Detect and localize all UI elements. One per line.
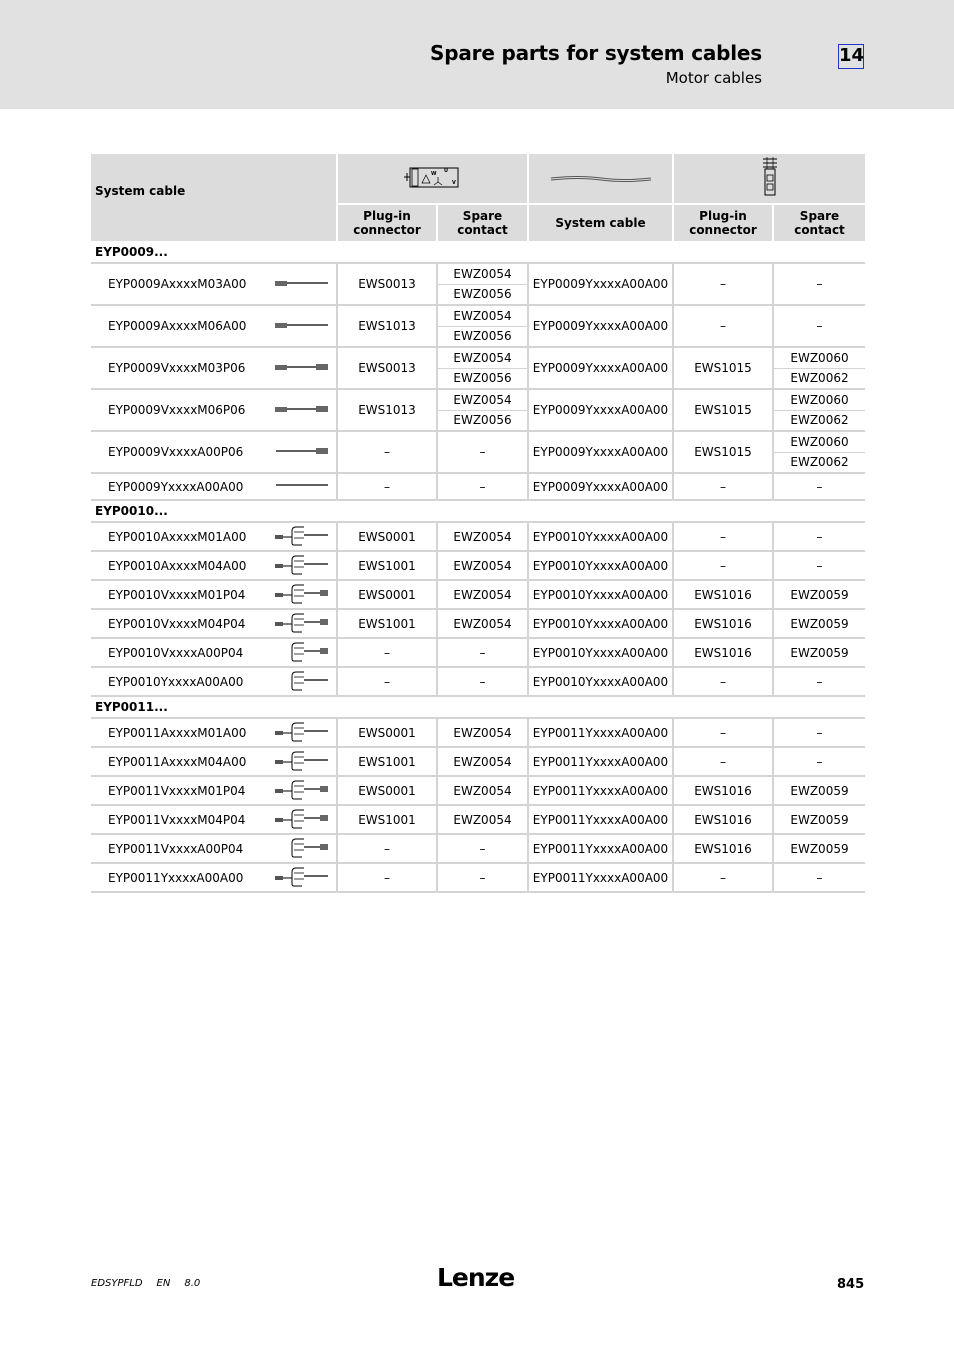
- spare-contact-2: EWZ0060: [773, 347, 865, 368]
- spare-contact: EWZ0054: [437, 522, 528, 551]
- plug-in-connector: EWS0001: [337, 580, 437, 609]
- table-row: [91, 609, 865, 638]
- spare-parts-table: [91, 154, 865, 893]
- system-cable-code: EYP0011YxxxxA00A00: [528, 747, 673, 776]
- cable-diagram: [267, 609, 337, 638]
- spare-contact-2: EWZ0059: [773, 638, 865, 667]
- spare-contact-2: –: [773, 551, 865, 580]
- spare-contact: EWZ0056: [437, 326, 528, 347]
- cable-plug-open-icon: [274, 325, 330, 339]
- plug-in-connector: EWS1001: [337, 551, 437, 580]
- cable-type-code: EYP0010VxxxxA00P04: [91, 638, 267, 667]
- system-cable-code: EYP0010YxxxxA00A00: [528, 667, 673, 696]
- table-row: [91, 522, 865, 551]
- spare-contact-2: –: [773, 522, 865, 551]
- table-row: [91, 667, 865, 696]
- spare-contact: EWZ0056: [437, 284, 528, 305]
- plug-in-connector: EWS0013: [337, 263, 437, 305]
- motor-icon: [404, 165, 462, 189]
- spare-contact-2: EWZ0059: [773, 805, 865, 834]
- table-row: [91, 747, 865, 776]
- cable-diagram: [267, 431, 337, 473]
- motor-v-label: V: [451, 180, 456, 186]
- spare-contact-2: –: [773, 863, 865, 892]
- cable-icon: [549, 175, 653, 183]
- system-cable-code: EYP0011YxxxxA00A00: [528, 805, 673, 834]
- spare-contact: EWZ0054: [437, 551, 528, 580]
- spare-contact: EWZ0056: [437, 368, 528, 389]
- cable-open-open-icon: [274, 485, 330, 499]
- plug-in-connector: EWS0001: [337, 776, 437, 805]
- system-cable-code: EYP0010YxxxxA00A00: [528, 638, 673, 667]
- cable-plug-shield-plug-icon: [274, 593, 330, 607]
- cable-diagram: [267, 667, 337, 696]
- table-row: [91, 834, 865, 863]
- spare-contact-2: EWZ0060: [773, 389, 865, 410]
- system-cable-code: EYP0011YxxxxA00A00: [528, 863, 673, 892]
- cable-plug-shield-open-icon: [274, 760, 330, 774]
- spare-contact: EWZ0054: [437, 609, 528, 638]
- plug-in-connector: EWS1001: [337, 747, 437, 776]
- cable-type-code: EYP0011VxxxxA00P04: [91, 834, 267, 863]
- cable-type-code: EYP0010YxxxxA00A00: [91, 667, 267, 696]
- spare-contact-2: EWZ0059: [773, 776, 865, 805]
- table-row: [91, 473, 865, 500]
- plug-in-connector: EWS1001: [337, 805, 437, 834]
- plug-in-connector: EWS1013: [337, 389, 437, 431]
- system-cable-code: EYP0011YxxxxA00A00: [528, 718, 673, 747]
- cable-type-code: EYP0011YxxxxA00A00: [91, 863, 267, 892]
- spare-contact-2: EWZ0060: [773, 431, 865, 452]
- cable-plug-shield-plug-icon: [274, 622, 330, 636]
- cable-type-code: EYP0011VxxxxM01P04: [91, 776, 267, 805]
- chapter-number-link[interactable]: 14: [838, 44, 864, 69]
- spare-contact: –: [437, 863, 528, 892]
- table-row: [91, 863, 865, 892]
- cable-plug-shield-open-icon: [274, 535, 330, 549]
- motor-icon-cell: [337, 154, 528, 204]
- cable-diagram: [267, 834, 337, 863]
- plug-in-connector: –: [337, 473, 437, 500]
- cable-diagram: [267, 263, 337, 305]
- header-system-cable-2: System cable: [528, 204, 673, 241]
- cable-diagram: [267, 718, 337, 747]
- cable-plug-shield-open-icon: [274, 876, 330, 890]
- footer-lang: EN: [156, 1278, 171, 1289]
- spare-contact-2: –: [773, 718, 865, 747]
- cable-type-code: EYP0009VxxxxM03P06: [91, 347, 267, 389]
- group-label: EYP0009...: [91, 241, 865, 263]
- spare-contact-2: EWZ0059: [773, 580, 865, 609]
- spare-contact: –: [437, 638, 528, 667]
- cable-type-code: EYP0009AxxxxM03A00: [91, 263, 267, 305]
- plug-in-connector-2: –: [673, 522, 773, 551]
- cable-diagram: [267, 638, 337, 667]
- page-header: [0, 0, 954, 109]
- header-spare-contact-2: Spare contact: [773, 204, 865, 241]
- cable-diagram: [267, 389, 337, 431]
- plug-in-connector: –: [337, 638, 437, 667]
- header-system-cable: System cable: [91, 154, 337, 241]
- table-row: [91, 776, 865, 805]
- table-row: [91, 347, 865, 368]
- system-cable-code: EYP0010YxxxxA00A00: [528, 551, 673, 580]
- controller-icon: [762, 157, 778, 197]
- table-row: [91, 389, 865, 410]
- cable-diagram: [267, 805, 337, 834]
- plug-in-connector-2: –: [673, 551, 773, 580]
- cable-plug-shield-plug-icon: [274, 818, 330, 832]
- plug-in-connector-2: –: [673, 667, 773, 696]
- cable-diagram: [267, 347, 337, 389]
- system-cable-code: EYP0009YxxxxA00A00: [528, 431, 673, 473]
- system-cable-code: EYP0009YxxxxA00A00: [528, 473, 673, 500]
- group-header-row: [91, 241, 865, 263]
- table-row: [91, 431, 865, 452]
- spare-contact: EWZ0054: [437, 347, 528, 368]
- cable-type-code: EYP0009VxxxxA00P06: [91, 431, 267, 473]
- plug-in-connector-2: EWS1016: [673, 638, 773, 667]
- plug-in-connector-2: EWS1015: [673, 389, 773, 431]
- cable-type-code: EYP0010VxxxxM01P04: [91, 580, 267, 609]
- plug-in-connector: EWS0001: [337, 522, 437, 551]
- spare-contact-2: EWZ0059: [773, 834, 865, 863]
- header-plug-in-connector: Plug-in connector: [337, 204, 437, 241]
- page-title: Spare parts for system cables: [430, 41, 762, 65]
- plug-in-connector-2: EWS1016: [673, 609, 773, 638]
- controller-icon-cell: [673, 154, 865, 204]
- cable-diagram: [267, 305, 337, 347]
- cable-type-code: EYP0009AxxxxM06A00: [91, 305, 267, 347]
- spare-contact: EWZ0054: [437, 747, 528, 776]
- spare-contact-2: –: [773, 747, 865, 776]
- page-subtitle: Motor cables: [665, 69, 762, 87]
- cable-diagram: [267, 551, 337, 580]
- plug-in-connector-2: EWS1016: [673, 776, 773, 805]
- plug-in-connector-2: –: [673, 747, 773, 776]
- cable-type-code: EYP0009VxxxxM06P06: [91, 389, 267, 431]
- spare-contact-2: EWZ0062: [773, 368, 865, 389]
- cable-open-plug-icon: [274, 451, 330, 465]
- cable-diagram: [267, 747, 337, 776]
- plug-in-connector: EWS0001: [337, 718, 437, 747]
- spare-contact-2: EWZ0059: [773, 609, 865, 638]
- spare-contact-2: EWZ0062: [773, 452, 865, 473]
- spare-contact: EWZ0054: [437, 776, 528, 805]
- spare-contact-2: EWZ0062: [773, 410, 865, 431]
- cable-type-code: EYP0011AxxxxM01A00: [91, 718, 267, 747]
- cable-type-code: EYP0011VxxxxM04P04: [91, 805, 267, 834]
- spare-contact: EWZ0054: [437, 305, 528, 326]
- cable-diagram: [267, 776, 337, 805]
- table-row: [91, 263, 865, 284]
- system-cable-code: EYP0009YxxxxA00A00: [528, 263, 673, 305]
- system-cable-code: EYP0011YxxxxA00A00: [528, 834, 673, 863]
- cable-type-code: EYP0010VxxxxM04P04: [91, 609, 267, 638]
- spare-contact: EWZ0054: [437, 389, 528, 410]
- plug-in-connector: –: [337, 667, 437, 696]
- system-cable-code: EYP0009YxxxxA00A00: [528, 347, 673, 389]
- cable-type-code: EYP0011AxxxxM04A00: [91, 747, 267, 776]
- spare-contact: EWZ0054: [437, 263, 528, 284]
- cable-plug-plug-icon: [274, 409, 330, 423]
- spare-contact: EWZ0056: [437, 410, 528, 431]
- spare-contact: –: [437, 473, 528, 500]
- cable-plug-shield-open-icon: [274, 564, 330, 578]
- cable-type-code: EYP0009YxxxxA00A00: [91, 473, 267, 500]
- table-row: [91, 638, 865, 667]
- plug-in-connector: –: [337, 834, 437, 863]
- cable-shield-open-icon: [274, 680, 330, 694]
- group-label: EYP0010...: [91, 500, 865, 522]
- system-cable-code: EYP0010YxxxxA00A00: [528, 580, 673, 609]
- plug-in-connector: EWS1013: [337, 305, 437, 347]
- plug-in-connector-2: EWS1016: [673, 805, 773, 834]
- spare-contact: EWZ0054: [437, 718, 528, 747]
- page-number: 845: [837, 1277, 865, 1292]
- cable-shield-plug-icon: [274, 847, 330, 861]
- spare-contact: EWZ0054: [437, 580, 528, 609]
- plug-in-connector: EWS1001: [337, 609, 437, 638]
- cable-plug-shield-plug-icon: [274, 789, 330, 803]
- spare-contact-2: –: [773, 667, 865, 696]
- group-header-row: [91, 500, 865, 522]
- table-row: [91, 580, 865, 609]
- cable-type-code: EYP0010AxxxxM04A00: [91, 551, 267, 580]
- system-cable-code: EYP0010YxxxxA00A00: [528, 522, 673, 551]
- table-row: [91, 805, 865, 834]
- cable-diagram: [267, 473, 337, 500]
- spare-contact: –: [437, 667, 528, 696]
- footer-doc-id: EDSYPFLD: [91, 1278, 143, 1289]
- cable-plug-open-icon: [274, 283, 330, 297]
- plug-in-connector-2: –: [673, 863, 773, 892]
- cable-plug-shield-open-icon: [274, 731, 330, 745]
- plug-in-connector-2: –: [673, 473, 773, 500]
- spare-contact: –: [437, 431, 528, 473]
- header-spare-contact: Spare contact: [437, 204, 528, 241]
- system-cable-code: EYP0010YxxxxA00A00: [528, 609, 673, 638]
- cable-plug-plug-icon: [274, 367, 330, 381]
- system-cable-code: EYP0009YxxxxA00A00: [528, 389, 673, 431]
- motor-w-label: W: [430, 171, 437, 177]
- cable-diagram: [267, 522, 337, 551]
- system-cable-code: EYP0009YxxxxA00A00: [528, 305, 673, 347]
- lenze-logo: Lenze: [437, 1263, 515, 1292]
- plug-in-connector-2: EWS1016: [673, 834, 773, 863]
- table-row: [91, 305, 865, 326]
- footer-doc-info: [91, 1278, 214, 1289]
- cable-diagram: [267, 863, 337, 892]
- plug-in-connector-2: –: [673, 305, 773, 347]
- cable-diagram: [267, 580, 337, 609]
- spare-contact-2: –: [773, 305, 865, 347]
- table-row: [91, 551, 865, 580]
- system-cable-code: EYP0011YxxxxA00A00: [528, 776, 673, 805]
- group-header-row: [91, 696, 865, 718]
- cable-icon-cell: [528, 154, 673, 204]
- cable-type-code: EYP0010AxxxxM01A00: [91, 522, 267, 551]
- footer-version: 8.0: [184, 1278, 201, 1289]
- plug-in-connector: EWS0013: [337, 347, 437, 389]
- plug-in-connector-2: –: [673, 263, 773, 305]
- spare-contact: EWZ0054: [437, 805, 528, 834]
- spare-contact-2: –: [773, 263, 865, 305]
- spare-contact-2: –: [773, 473, 865, 500]
- table-row: [91, 718, 865, 747]
- group-label: EYP0011...: [91, 696, 865, 718]
- plug-in-connector: –: [337, 863, 437, 892]
- plug-in-connector-2: EWS1015: [673, 347, 773, 389]
- plug-in-connector-2: EWS1015: [673, 431, 773, 473]
- plug-in-connector: –: [337, 431, 437, 473]
- spare-contact: –: [437, 834, 528, 863]
- motor-u-label: U: [443, 168, 448, 174]
- plug-in-connector-2: EWS1016: [673, 580, 773, 609]
- plug-in-connector-2: –: [673, 718, 773, 747]
- header-plug-in-connector-2: Plug-in connector: [673, 204, 773, 241]
- cable-shield-plug-icon: [274, 651, 330, 665]
